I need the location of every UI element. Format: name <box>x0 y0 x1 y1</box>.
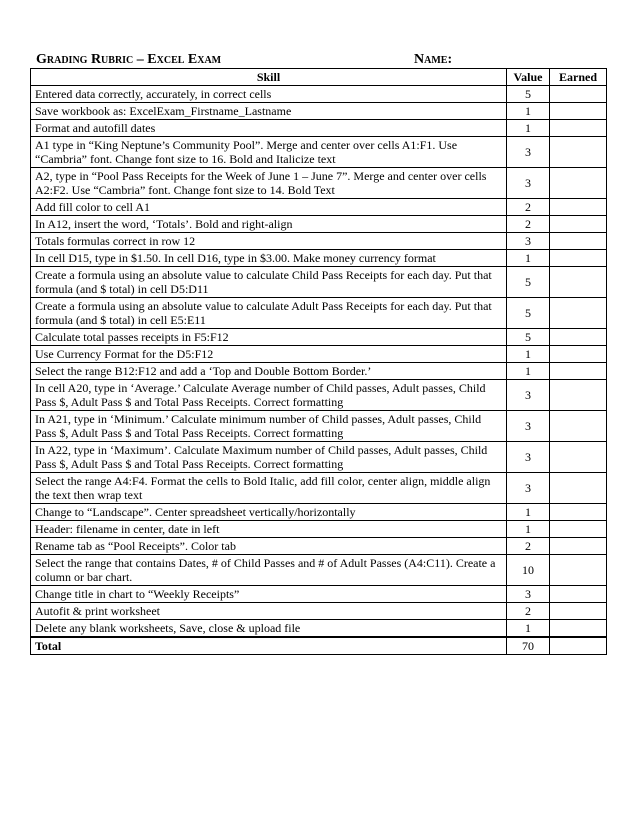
skill-cell: Select the range A4:F4. Format the cells to Bold Italic, add fill color, center align, middle align the text then wrap text <box>31 473 507 504</box>
table-row <box>31 86 607 103</box>
total-label: Total <box>31 637 507 655</box>
skill-cell: Add fill color to cell A1 <box>31 199 507 216</box>
earned-cell[interactable] <box>550 250 607 267</box>
value-cell: 1 <box>507 620 550 638</box>
table-row <box>31 120 607 137</box>
earned-cell[interactable] <box>550 555 607 586</box>
skill-cell: Use Currency Format for the D5:F12 <box>31 346 507 363</box>
table-row <box>31 411 607 442</box>
table-row <box>31 233 607 250</box>
value-cell: 5 <box>507 329 550 346</box>
value-cell: 1 <box>507 363 550 380</box>
skill-cell: In A12, insert the word, ‘Totals’. Bold and right-align <box>31 216 507 233</box>
table-row <box>31 137 607 168</box>
value-cell: 2 <box>507 216 550 233</box>
earned-cell[interactable] <box>550 504 607 521</box>
skill-cell: In cell D15, type in $1.50. In cell D16, type in $3.00. Make money currency format <box>31 250 507 267</box>
value-cell: 3 <box>507 586 550 603</box>
table-row <box>31 473 607 504</box>
skill-cell: Create a formula using an absolute value to calculate Child Pass Receipts for each day. Put that formula (and $ total) in cell D5:D11 <box>31 267 507 298</box>
table-row <box>31 298 607 329</box>
value-cell: 2 <box>507 603 550 620</box>
value-cell: 5 <box>507 298 550 329</box>
skill-cell: In A21, type in ‘Minimum.’ Calculate minimum number of Child passes, Adult passes, Child Pass $, Adult Pass $ and Total Pass Receipts. Correct formatting <box>31 411 507 442</box>
table-row <box>31 603 607 620</box>
table-row <box>31 504 607 521</box>
earned-cell[interactable] <box>550 346 607 363</box>
column-header-earned: Earned <box>550 69 607 86</box>
value-cell: 3 <box>507 473 550 504</box>
earned-cell[interactable] <box>550 233 607 250</box>
table-row <box>31 329 607 346</box>
earned-cell[interactable] <box>550 363 607 380</box>
table-row <box>31 586 607 603</box>
skill-cell: Change to “Landscape”. Center spreadsheet vertically/horizontally <box>31 504 507 521</box>
table-row <box>31 538 607 555</box>
rubric-heading <box>30 52 606 68</box>
table-row <box>31 216 607 233</box>
skill-cell: Autofit & print worksheet <box>31 603 507 620</box>
skill-cell: In cell A20, type in ‘Average.’ Calculate Average number of Child passes, Adult passes, Child Pass $, Adult Pass $ and Total Pass Receipts. Correct formatting <box>31 380 507 411</box>
table-row <box>31 442 607 473</box>
table-row <box>31 620 607 638</box>
total-earned-cell[interactable] <box>550 637 607 655</box>
skill-cell: Entered data correctly, accurately, in correct cells <box>31 86 507 103</box>
total-value: 70 <box>507 637 550 655</box>
value-cell: 3 <box>507 411 550 442</box>
value-cell: 2 <box>507 199 550 216</box>
skill-cell: In A22, type in ‘Maximum’. Calculate Maximum number of Child passes, Adult passes, Child Pass $, Adult Pass $ and Total Pass Receipts. Correct formatting <box>31 442 507 473</box>
value-cell: 1 <box>507 103 550 120</box>
value-cell: 3 <box>507 233 550 250</box>
table-row <box>31 521 607 538</box>
value-cell: 1 <box>507 120 550 137</box>
table-row <box>31 346 607 363</box>
skill-cell: Select the range B12:F12 and add a ‘Top and Double Bottom Border.’ <box>31 363 507 380</box>
header-row <box>31 69 607 86</box>
column-header-value: Value <box>507 69 550 86</box>
earned-cell[interactable] <box>550 411 607 442</box>
skill-cell: Change title in chart to “Weekly Receipts” <box>31 586 507 603</box>
value-cell: 2 <box>507 538 550 555</box>
skill-cell: A2, type in “Pool Pass Receipts for the Week of June 1 – June 7”. Merge and center over cells A2:F2. Use “Cambria” font. Change font size to 14. Bold Text <box>31 168 507 199</box>
skill-cell: Save workbook as: ExcelExam_Firstname_Lastname <box>31 103 507 120</box>
table-row <box>31 103 607 120</box>
skill-cell: Header: filename in center, date in left <box>31 521 507 538</box>
value-cell: 3 <box>507 137 550 168</box>
skill-cell: Delete any blank worksheets, Save, close & upload file <box>31 620 507 638</box>
earned-cell[interactable] <box>550 521 607 538</box>
earned-cell[interactable] <box>550 473 607 504</box>
earned-cell[interactable] <box>550 86 607 103</box>
earned-cell[interactable] <box>550 329 607 346</box>
value-cell: 1 <box>507 250 550 267</box>
earned-cell[interactable] <box>550 538 607 555</box>
earned-cell[interactable] <box>550 586 607 603</box>
table-row <box>31 380 607 411</box>
earned-cell[interactable] <box>550 442 607 473</box>
earned-cell[interactable] <box>550 603 607 620</box>
value-cell: 3 <box>507 442 550 473</box>
earned-cell[interactable] <box>550 267 607 298</box>
skill-cell: Rename tab as “Pool Receipts”. Color tab <box>31 538 507 555</box>
earned-cell[interactable] <box>550 216 607 233</box>
rubric-title: Grading Rubric – Excel Exam <box>36 52 222 67</box>
total-row <box>31 637 607 655</box>
skill-cell: Select the range that contains Dates, # of Child Passes and # of Adult Passes (A4:C11). Create a column or bar chart. <box>31 555 507 586</box>
value-cell: 5 <box>507 86 550 103</box>
earned-cell[interactable] <box>550 103 607 120</box>
value-cell: 3 <box>507 168 550 199</box>
rubric-body <box>31 86 607 655</box>
earned-cell[interactable] <box>550 137 607 168</box>
value-cell: 3 <box>507 380 550 411</box>
value-cell: 1 <box>507 504 550 521</box>
table-row <box>31 267 607 298</box>
table-row <box>31 363 607 380</box>
value-cell: 1 <box>507 521 550 538</box>
earned-cell[interactable] <box>550 120 607 137</box>
table-row <box>31 250 607 267</box>
rubric-page <box>30 52 606 655</box>
table-row <box>31 199 607 216</box>
earned-cell[interactable] <box>550 380 607 411</box>
table-row <box>31 168 607 199</box>
earned-cell[interactable] <box>550 199 607 216</box>
skill-cell: A1 type in “King Neptune’s Community Pool”. Merge and center over cells A1:F1. Use “Cambria” font. Change font size to 16. Bold and Italicize text <box>31 137 507 168</box>
skill-cell: Format and autofill dates <box>31 120 507 137</box>
value-cell: 10 <box>507 555 550 586</box>
value-cell: 1 <box>507 346 550 363</box>
column-header-skill: Skill <box>31 69 507 86</box>
skill-cell: Calculate total passes receipts in F5:F12 <box>31 329 507 346</box>
table-row <box>31 555 607 586</box>
value-cell: 5 <box>507 267 550 298</box>
earned-cell[interactable] <box>550 298 607 329</box>
name-label: Name: <box>414 52 453 67</box>
skill-cell: Create a formula using an absolute value to calculate Adult Pass Receipts for each day. Put that formula (and $ total) in cell E5:E11 <box>31 298 507 329</box>
earned-cell[interactable] <box>550 168 607 199</box>
earned-cell[interactable] <box>550 620 607 638</box>
rubric-table <box>30 68 607 655</box>
skill-cell: Totals formulas correct in row 12 <box>31 233 507 250</box>
